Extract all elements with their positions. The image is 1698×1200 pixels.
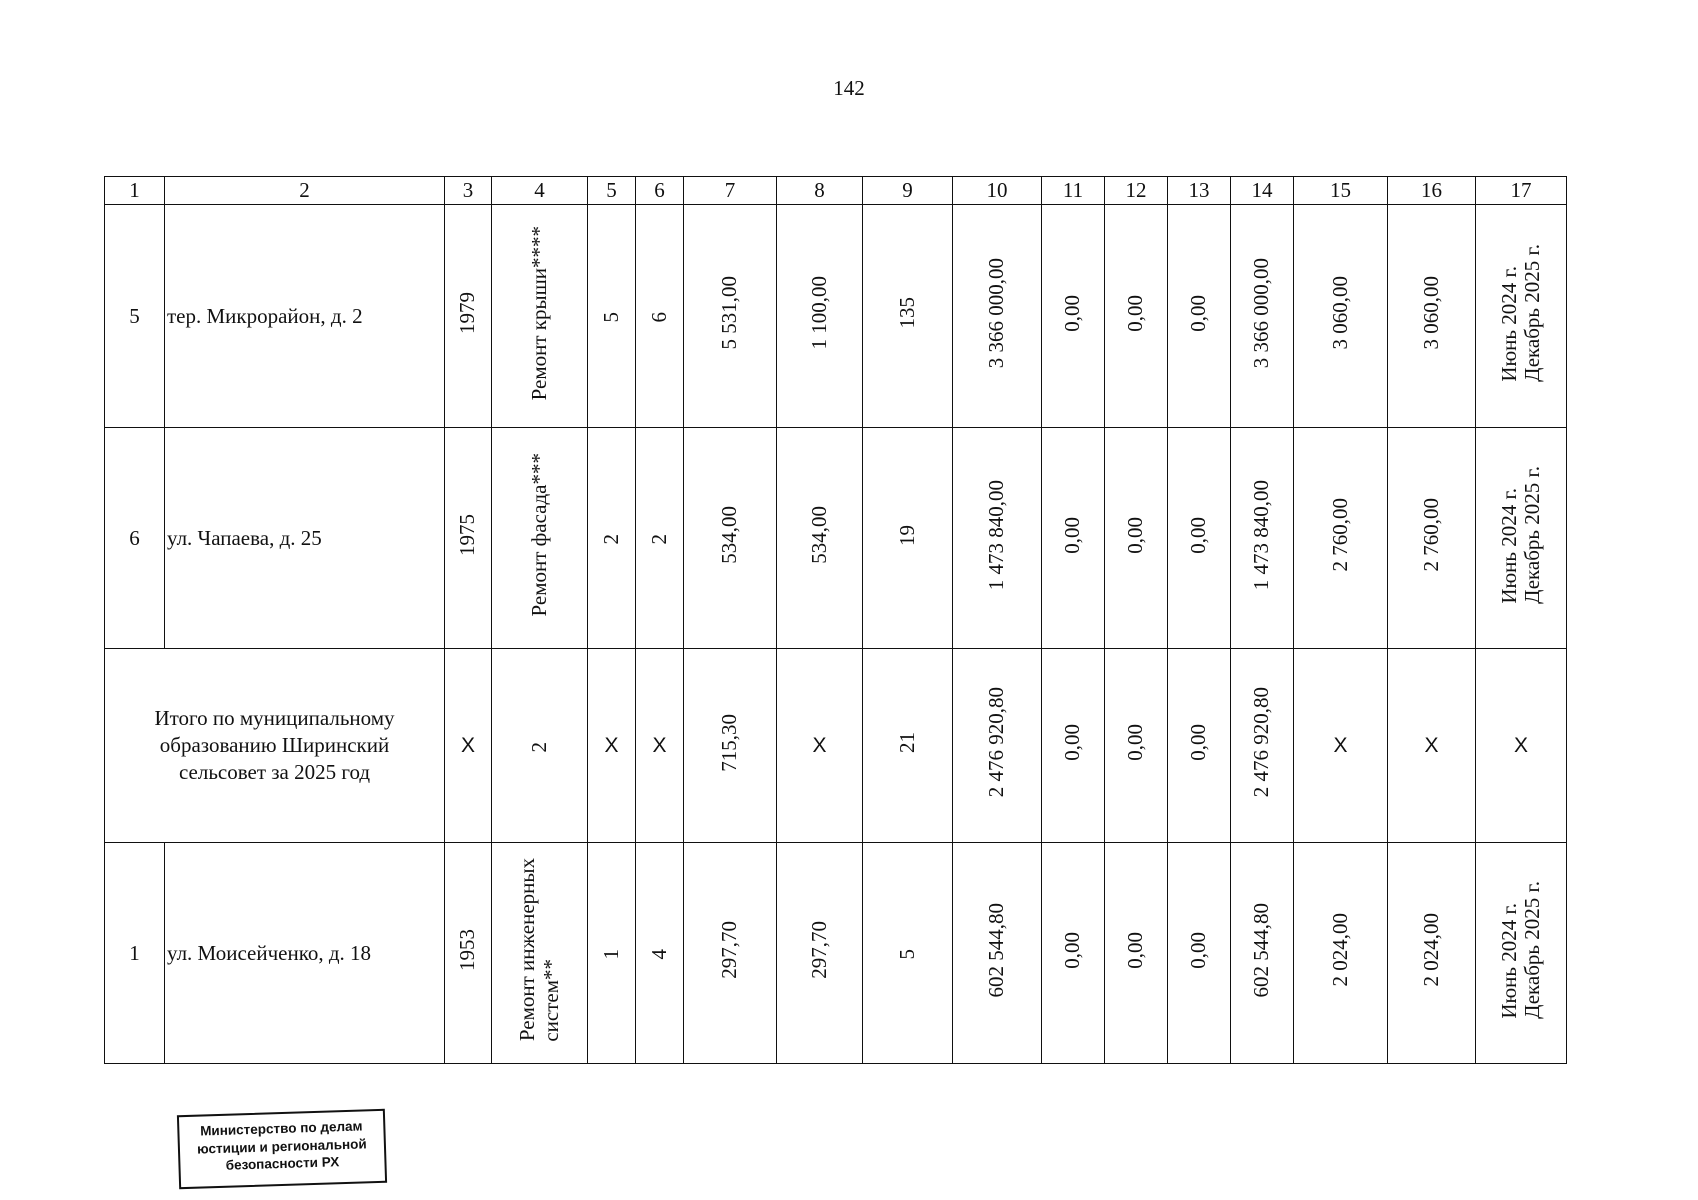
cell-value: 1 473 840,00 (984, 479, 1009, 591)
ministry-stamp (177, 1109, 387, 1189)
stamp-line: юстиции и региональной (196, 1135, 367, 1157)
table-cell (777, 843, 863, 1064)
cell-value: 2 (598, 534, 623, 545)
cell-value: 135 (894, 297, 919, 329)
total-label-line: сельсовет за 2025 год (178, 760, 371, 785)
period-end: Декабрь 2025 г. (1520, 466, 1544, 604)
table-cell (588, 428, 636, 649)
work-type-value: Ремонт крыши**** (526, 225, 551, 401)
period-start: Июнь 2024 г. (1496, 266, 1521, 382)
cell-value: 5 (894, 949, 919, 960)
header-cell: 7 (684, 177, 777, 205)
table-row (105, 428, 1567, 649)
address-cell: ул. Моисейченко, д. 18 (165, 843, 445, 1064)
table-cell (953, 428, 1042, 649)
table-cell: X (777, 649, 863, 843)
cell-value: 0,00 (1060, 294, 1085, 332)
cell-value: 0,00 (1123, 931, 1148, 969)
work-type-value: Ремонт фасада*** (526, 453, 551, 617)
period-start: Июнь 2024 г. (1496, 488, 1521, 604)
header-cell: 4 (492, 177, 588, 205)
period-end: Декабрь 2025 г. (1520, 244, 1544, 382)
cell-value: 3 060,00 (1418, 276, 1443, 350)
cell-value: 0,00 (1123, 294, 1148, 332)
table-cell (863, 428, 953, 649)
header-cell: 2 (165, 177, 445, 205)
header-cell: 6 (636, 177, 684, 205)
cell-value: 2 024,00 (1418, 913, 1443, 987)
cell-value: 602 544,80 (1249, 902, 1274, 998)
table-cell (777, 205, 863, 428)
table-cell (1168, 205, 1231, 428)
table-cell: X (588, 649, 636, 843)
table-cell: X (636, 649, 684, 843)
table-cell (1388, 843, 1476, 1064)
header-cell: 17 (1476, 177, 1567, 205)
table-cell (1105, 843, 1168, 1064)
table-cell (1168, 843, 1231, 1064)
year-value: 1979 (455, 292, 480, 334)
repair-program-table (104, 176, 1567, 1064)
total-label (105, 649, 445, 843)
cell-value: 0,00 (1060, 516, 1085, 554)
stamp-line: безопасности РХ (225, 1154, 340, 1173)
cell-value: 5 531,00 (717, 276, 742, 350)
cell-value: 297,70 (717, 921, 742, 979)
year-cell (445, 428, 492, 649)
cell-value: 6 (646, 312, 671, 323)
total-label-line: образованию Ширинский (159, 732, 390, 757)
table-cell (684, 428, 777, 649)
cell-value: 2 476 920,80 (984, 687, 1009, 798)
table-cell (1231, 649, 1294, 843)
cell-value: 21 (894, 732, 919, 753)
period-cell (1476, 843, 1567, 1064)
table-cell (1231, 205, 1294, 428)
total-label-line: Итого по муниципальному (154, 705, 395, 730)
table-row (105, 205, 1567, 428)
table-cell (636, 205, 684, 428)
table-cell (1105, 428, 1168, 649)
table-cell (863, 205, 953, 428)
header-cell: 8 (777, 177, 863, 205)
work-type-value: Ремонт инженерных (515, 858, 540, 1042)
table-cell (777, 428, 863, 649)
header-cell: 3 (445, 177, 492, 205)
work-type-value: систем** (538, 958, 563, 1042)
year-cell (445, 843, 492, 1064)
header-cell: 9 (863, 177, 953, 205)
table-cell (636, 843, 684, 1064)
row-number: 5 (105, 205, 165, 428)
address-cell: тер. Микрорайон, д. 2 (165, 205, 445, 428)
table-cell (684, 649, 777, 843)
table-cell (1105, 649, 1168, 843)
row-number: 6 (105, 428, 165, 649)
header-cell: 5 (588, 177, 636, 205)
header-cell: 14 (1231, 177, 1294, 205)
table-cell (1388, 428, 1476, 649)
header-cell: 13 (1168, 177, 1231, 205)
table-cell: X (1388, 649, 1476, 843)
period-start: Июнь 2024 г. (1496, 903, 1521, 1019)
page-number: 142 (833, 76, 865, 100)
table-cell (863, 843, 953, 1064)
cell-value: 2 024,00 (1327, 913, 1352, 987)
year-cell (445, 205, 492, 428)
period-cell (1476, 205, 1567, 428)
cell-value: 297,70 (806, 921, 831, 979)
stamp-line: Министерство по делам (199, 1118, 363, 1139)
cell-value: 534,00 (806, 506, 831, 564)
cell-value: 2 (646, 534, 671, 545)
cell-value: 1 (598, 949, 623, 960)
table-cell (953, 843, 1042, 1064)
table-cell (953, 649, 1042, 843)
table-cell (1168, 649, 1231, 843)
work-type-cell (492, 205, 588, 428)
table-cell (1294, 428, 1388, 649)
table-cell: X (1294, 649, 1388, 843)
table-cell (953, 205, 1042, 428)
table-cell: X (445, 649, 492, 843)
total-row (105, 649, 1567, 843)
year-value: 1975 (455, 514, 480, 556)
table-cell (684, 205, 777, 428)
cell-value: 0,00 (1123, 724, 1148, 761)
work-type-cell (492, 843, 588, 1064)
table-cell (492, 649, 588, 843)
table-cell (588, 843, 636, 1064)
table-cell (1042, 205, 1105, 428)
table-cell (1231, 428, 1294, 649)
cell-value: 1 100,00 (806, 276, 831, 350)
table-cell (1231, 843, 1294, 1064)
table-cell: X (1476, 649, 1567, 843)
cell-value: 19 (894, 524, 919, 546)
address-cell: ул. Чапаева, д. 25 (165, 428, 445, 649)
table-cell (588, 205, 636, 428)
row-number: 1 (105, 843, 165, 1064)
cell-value: 2 760,00 (1418, 498, 1443, 572)
table-cell (1042, 843, 1105, 1064)
cell-value: 4 (646, 949, 671, 960)
period-end: Декабрь 2025 г. (1520, 881, 1544, 1019)
cell-value: 3 366 000,00 (984, 257, 1009, 369)
table-cell (1294, 205, 1388, 428)
cell-value: 1 473 840,00 (1249, 479, 1274, 591)
cell-value: 2 476 920,80 (1249, 687, 1274, 798)
header-cell: 15 (1294, 177, 1388, 205)
table-cell (863, 649, 953, 843)
table-row (105, 843, 1567, 1064)
cell-value: 5 (598, 312, 623, 323)
work-type-cell (492, 428, 588, 649)
header-cell: 11 (1042, 177, 1105, 205)
cell-value: 0,00 (1186, 724, 1211, 761)
table-cell (1042, 649, 1105, 843)
cell-value: 715,30 (717, 713, 742, 772)
header-cell: 12 (1105, 177, 1168, 205)
cell-value: 2 (526, 741, 551, 752)
table-cell (1388, 205, 1476, 428)
header-cell: 16 (1388, 177, 1476, 205)
table-cell (1294, 843, 1388, 1064)
cell-value: 0,00 (1060, 724, 1085, 761)
cell-value: 0,00 (1060, 931, 1085, 969)
cell-value: 0,00 (1123, 516, 1148, 554)
table-cell (1042, 428, 1105, 649)
header-cell: 1 (105, 177, 165, 205)
table-cell (1105, 205, 1168, 428)
table-cell (1168, 428, 1231, 649)
year-value: 1953 (455, 929, 480, 971)
table-cell (684, 843, 777, 1064)
table-cell (636, 428, 684, 649)
cell-value: 2 760,00 (1327, 498, 1352, 572)
cell-value: 602 544,80 (984, 902, 1009, 998)
cell-value: 0,00 (1186, 516, 1211, 554)
column-number-row (105, 177, 1567, 205)
cell-value: 3 366 000,00 (1249, 257, 1274, 369)
cell-value: 0,00 (1186, 294, 1211, 332)
cell-value: 534,00 (717, 506, 742, 564)
period-cell (1476, 428, 1567, 649)
cell-value: 0,00 (1186, 931, 1211, 969)
cell-value: 3 060,00 (1327, 276, 1352, 350)
header-cell: 10 (953, 177, 1042, 205)
